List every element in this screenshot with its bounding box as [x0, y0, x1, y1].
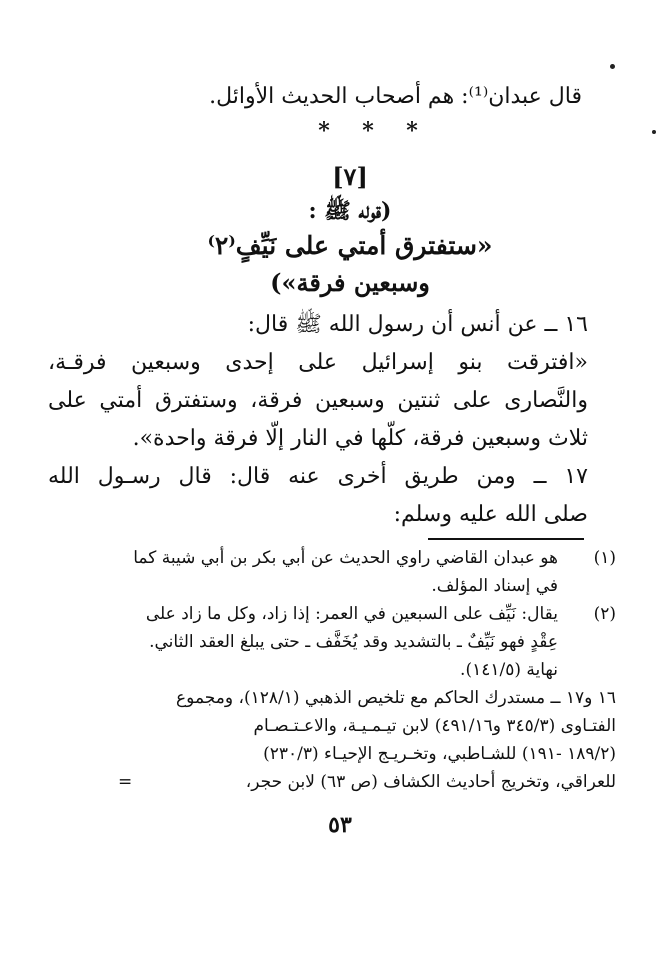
heading-line-2: «ستفترق أمتي على نَيِّفٍ⁽٢⁾ — [207, 231, 493, 260]
page-speck — [610, 64, 615, 69]
hadith-17-line-2: صلى الله عليه وسلم: — [393, 502, 588, 527]
hadith-17-line-1: ١٧ ــ ومن طريق أخرى عنه قال: قال رسـول الله — [48, 464, 588, 489]
source-note-line: للعراقي، وتخريج أحاديث الكشاف (ص ٦٣) لابن حجر، — [245, 772, 616, 792]
section-number: [٧] — [332, 162, 368, 191]
footnote-line: نهاية (١٤١/٥). — [460, 660, 558, 680]
hadith-16-intro: ١٦ ــ عن أنس أن رسول الله ﷺ قال: — [247, 312, 588, 337]
footnote-2 — [96, 600, 616, 684]
separator-star: * — [318, 118, 330, 144]
footnote-number: (١) — [593, 548, 616, 568]
hadith-16-line-3: ثلاث وسبعين فرقة، كلّها في النار إلّا فرقة واحدة». — [132, 426, 588, 451]
footnote-line: في إسناد المؤلف. — [431, 576, 558, 596]
footnote-divider — [428, 538, 584, 540]
source-note — [96, 684, 616, 796]
source-note-line: الفتـاوى (٣٤٥/٣ و٤٩١/١٦) لابن تيـمـيـة، والاعـتـصـام — [253, 716, 616, 736]
source-note-line: ١٦ و١٧ ــ مستدرك الحاكم مع تلخيص الذهبي (١٢٨/١)، ومجموع — [176, 688, 616, 708]
footnote-line: هو عبدان القاضي راوي الحديث عن أبي بكر بن أبي شيبة كما — [133, 548, 558, 568]
footnote-line: عِقْدٍ فهو نَيِّفٌ ـ بالتشديد وقد يُخَفَّف ـ حتى يبلغ العقد الثاني. — [149, 632, 558, 652]
separator-star: * — [362, 118, 374, 144]
page-speck — [652, 130, 656, 134]
header-line: قال عبدان⁽¹⁾: هم أصحاب الحديث الأوائل. — [209, 84, 582, 109]
source-note-line: (١٨٩/٢ -١٩١) للشـاطبي، وتخـريـج الإحيـاء (٢٣٠/٣) — [263, 744, 616, 764]
footnote-line: يقال: نَيِّف على السبعين في العمر: إذا زاد، وكل ما زاد على — [145, 604, 558, 624]
heading-line-3: وسبعين فرقة») — [270, 268, 430, 297]
heading-line-1: (قوله ﷺ : — [308, 198, 392, 224]
footnote-number: (٢) — [593, 604, 616, 624]
hadith-16-line-2: والنَّصارى على ثنتين وسبعين فرقة، وستفترق أمتي على — [48, 388, 588, 413]
hadith-16-line-1: «افترقت بنو إسرائيل على إحدى وسبعين فرقـة، — [48, 350, 588, 375]
footnote-1 — [96, 544, 616, 600]
page-number: ٥٣ — [328, 812, 352, 838]
star-separator — [298, 118, 438, 144]
continuation-mark: = — [118, 772, 133, 792]
separator-star: * — [406, 118, 418, 144]
